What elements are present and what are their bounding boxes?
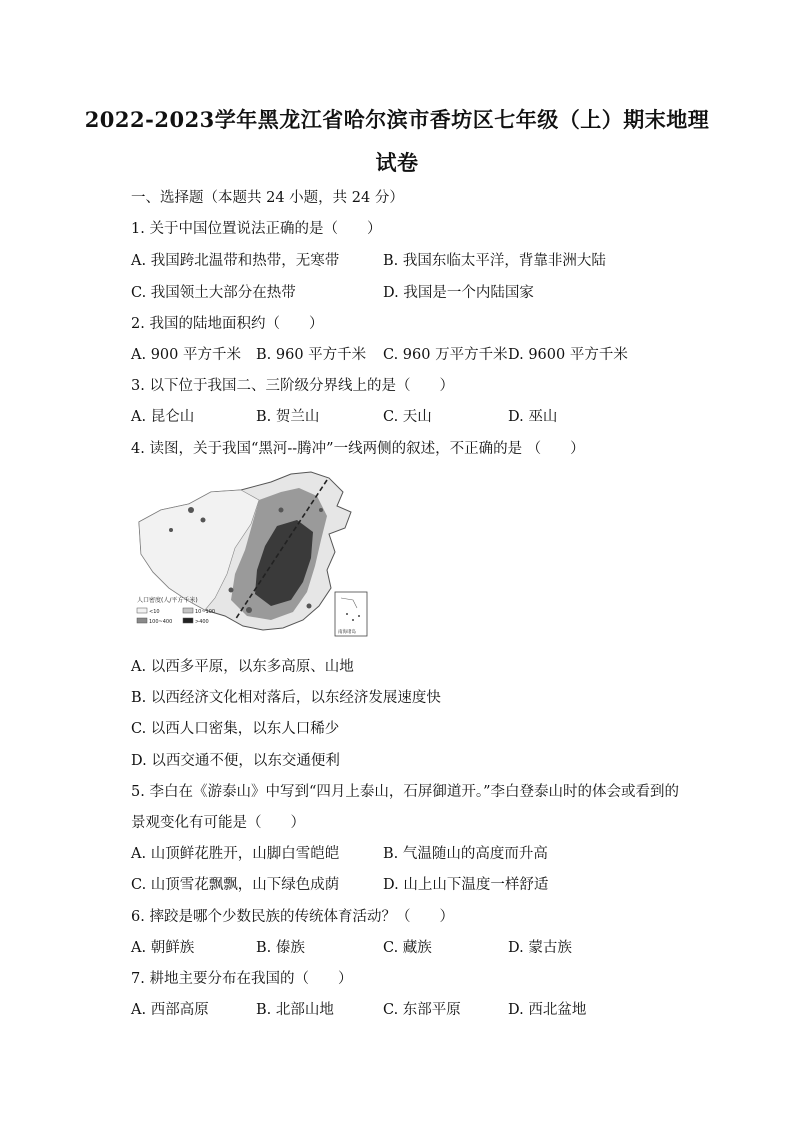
question-2-option-c: C. 960 万平方千米: [383, 347, 508, 363]
question-2-stem: 2. 我国的陆地面积约（ ）: [131, 316, 324, 332]
question-4-option-c: C. 以西人口密集，以东人口稀少: [131, 721, 340, 737]
question-3-option-d: D. 巫山: [508, 409, 558, 425]
south-sea-inset: [335, 592, 367, 636]
inset-label: 南海诸岛: [338, 630, 356, 635]
question-6-option-c: C. 藏族: [383, 940, 432, 956]
question-7-option-c: C. 东部平原: [383, 1002, 461, 1018]
question-1-option-d: D. 我国是一个内陆国家: [383, 285, 534, 301]
question-1-option-c: C. 我国领土大部分在热带: [131, 285, 296, 301]
question-4-option-a: A. 以西多平原，以东多高原、山地: [131, 659, 354, 675]
legend-swatch-2: [183, 608, 193, 613]
legend-title: 人口密度(人/平方千米): [137, 597, 198, 604]
legend-label-3: 100~400: [149, 619, 173, 625]
question-1-stem: 1. 关于中国位置说法正确的是（ ）: [131, 221, 382, 237]
question-3-option-a: A. 昆仑山: [131, 409, 195, 425]
question-6-option-b: B. 傣族: [256, 940, 305, 956]
population-density-map: [131, 470, 371, 640]
question-6-stem: 6. 摔跤是哪个少数民族的传统体育活动？（ ）: [131, 909, 454, 925]
question-4-option-b: B. 以西经济文化相对落后，以东经济发展速度快: [131, 690, 441, 706]
question-4-stem: 4. 读图，关于我国“黑河--腾冲”一线两侧的叙述，不正确的是 （ ）: [131, 441, 585, 457]
legend-swatch-1: [137, 608, 147, 613]
question-6-option-a: A. 朝鲜族: [131, 940, 195, 956]
legend-label-1: <10: [149, 609, 160, 615]
question-6-option-d: D. 蒙古族: [508, 940, 572, 956]
question-5-option-d: D. 山上山下温度一样舒适: [383, 877, 549, 893]
question-4-option-d: D. 以西交通不便，以东交通便利: [131, 753, 340, 769]
question-3-option-c: C. 天山: [383, 409, 432, 425]
question-7-option-b: B. 北部山地: [256, 1002, 334, 1018]
question-1-option-b: B. 我国东临太平洋，背靠非洲大陆: [383, 253, 606, 269]
question-2-option-d: D. 9600 平方千米: [508, 347, 628, 363]
question-5-option-b: B. 气温随山的高度而升高: [383, 846, 548, 862]
exam-title-line2: 试卷: [375, 150, 419, 175]
question-7-stem: 7. 耕地主要分布在我国的（ ）: [131, 971, 353, 987]
legend-swatch-3: [137, 618, 147, 623]
question-5-option-a: A. 山顶鲜花胜开，山脚白雪皑皑: [131, 846, 340, 862]
question-3-stem: 3. 以下位于我国二、三阶级分界线上的是（ ）: [131, 378, 454, 394]
legend-label-2: 10~100: [195, 609, 216, 615]
question-5-stem-line1: 5. 李白在《游泰山》中写到“四月上泰山，石屏御道开。”李白登泰山时的体会或看到的: [131, 784, 680, 800]
legend-label-4: >400: [195, 619, 209, 625]
question-7-option-d: D. 西北盆地: [508, 1002, 587, 1018]
question-1-option-a: A. 我国跨北温带和热带，无寒带: [131, 253, 340, 269]
question-5-stem-line2: 景观变化有可能是（ ）: [131, 815, 305, 831]
legend-swatch-4: [183, 618, 193, 623]
question-3-option-b: B. 贺兰山: [256, 409, 320, 425]
exam-title-line1: 2022-2023学年黑龙江省哈尔滨市香坊区七年级（上）期末地理: [84, 107, 710, 132]
question-5-option-c: C. 山顶雪花飘飘，山下绿色成荫: [131, 877, 340, 893]
question-7-option-a: A. 西部高原: [131, 1002, 209, 1018]
china-map-figure: [131, 470, 371, 640]
section-heading: 一、选择题（本题共 24 小题，共 24 分）: [131, 190, 404, 206]
question-2-option-a: A. 900 平方千米: [131, 347, 241, 363]
question-2-option-b: B. 960 平方千米: [256, 347, 367, 363]
